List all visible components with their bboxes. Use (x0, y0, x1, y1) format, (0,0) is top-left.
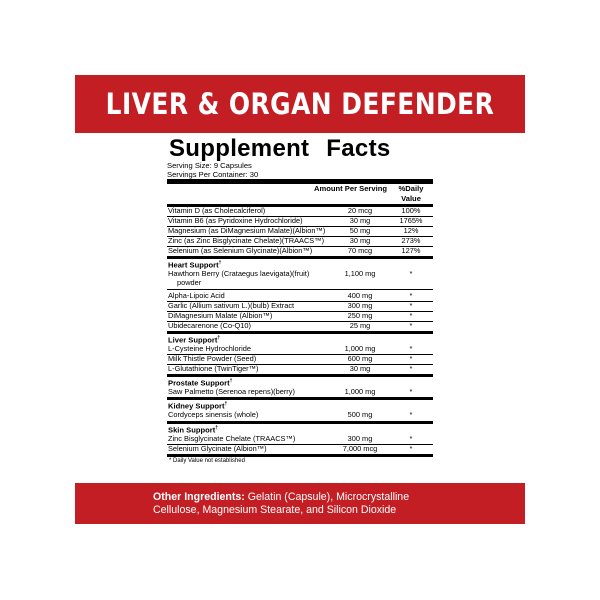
ingredient-amount: 250 mg (347, 310, 373, 320)
ingredient-row (167, 435, 433, 444)
ingredient-name: L-Glutathione (TwinTiger™) (168, 364, 259, 374)
ingredient-row (167, 388, 433, 397)
ingredient-dv: * (409, 269, 413, 279)
ingredient-amount: 25 mg (349, 320, 371, 330)
ingredient-dv: * (409, 354, 413, 364)
daily-value-footnote: * Daily Value not established (169, 458, 245, 465)
ingredient-dv: * (409, 320, 413, 330)
nutrient-amount: 20 mcg (347, 206, 373, 216)
other-ingredients-line1: Gelatin (Capsule), Microcrystalline (247, 490, 410, 503)
other-ingredients-text (75, 491, 409, 517)
ingredient-row (167, 311, 433, 321)
ingredient-name: DiMagnesium Malate (Albion™) (168, 310, 273, 320)
ingredient-name: Selenium Glycinate (Albion™) (168, 444, 267, 454)
nutrient-amount: 70 mcg (347, 246, 373, 256)
ingredient-row (167, 444, 433, 454)
ingredient-name: Alpha-Lipoic Acid (168, 290, 225, 300)
ingredient-row (167, 364, 433, 374)
ingredient-row (167, 411, 433, 420)
column-header (167, 184, 433, 204)
product-banner (75, 75, 525, 133)
facts-title: Supplement Facts (169, 135, 391, 162)
ingredient-dv: * (409, 433, 413, 443)
amount-column-label: Amount Per Serving (314, 184, 387, 194)
nutrient-dv: 1765% (399, 216, 423, 226)
nutrient-dv: 273% (401, 236, 421, 246)
ingredient-row (167, 289, 433, 301)
ingredient-dv: * (409, 300, 413, 310)
dv-column-label: %Daily Value (398, 184, 424, 204)
ingredient-row (167, 301, 433, 311)
ingredient-name-continued: powder (177, 277, 202, 287)
ingredient-amount: 300 mg (347, 300, 373, 310)
ingredient-row (167, 270, 433, 278)
serving-size: Serving Size: 9 Capsules (167, 161, 252, 170)
ingredient-dv: * (409, 386, 413, 396)
ingredient-name: Garlic (Allium sativum L.)(bulb) Extract (168, 300, 295, 310)
ingredient-row (167, 345, 433, 354)
ingredient-name: Saw Palmetto (Serenoa repens)(berry) (168, 386, 295, 396)
kidney-support-header: Kidney Support† (168, 401, 228, 411)
ingredient-amount: 400 mg (347, 290, 373, 300)
nutrient-amount: 50 mg (349, 226, 371, 236)
heart-support-header: Heart Support† (168, 260, 222, 270)
ingredient-name: Hawthorn Berry (Crataegus laevigata)(fruit) (168, 269, 310, 279)
ingredient-row (167, 354, 433, 364)
ingredient-row (167, 321, 433, 331)
ingredient-dv: * (409, 290, 413, 300)
nutrient-name: Selenium (as Selenium Glycinate)(Albion™) (168, 246, 313, 256)
ingredient-amount: 1,100 mg (344, 269, 376, 279)
ingredient-amount: 500 mg (347, 410, 373, 420)
ingredient-name: Milk Thistle Powder (Seed) (168, 354, 257, 364)
nutrient-row (167, 246, 433, 256)
ingredient-amount: 1,000 mg (344, 386, 376, 396)
ingredient-dv: * (409, 343, 413, 353)
prostate-support-header: Prostate Support† (168, 377, 233, 388)
ingredient-dv: * (409, 444, 413, 454)
nutrient-dv: 127% (401, 246, 421, 256)
product-title: LIVER & ORGAN DEFENDER (105, 87, 495, 121)
ingredient-name: L-Cysteine Hydrochloride (168, 343, 251, 353)
ingredient-amount: 300 mg (347, 433, 373, 443)
ingredient-amount: 30 mg (349, 364, 371, 374)
ingredient-name: Ubidecarenone (Co-Q10) (168, 320, 251, 330)
skin-support-header: Skin Support† (168, 424, 219, 435)
ingredient-dv: * (409, 410, 413, 420)
nutrient-dv: 12% (403, 226, 419, 236)
ingredient-dv: * (409, 310, 413, 320)
nutrient-dv: 100% (401, 206, 421, 216)
ingredient-row-continued (167, 279, 433, 289)
nutrient-row (167, 207, 433, 216)
other-ingredients-bar (75, 483, 525, 524)
servings-per-container: Servings Per Container: 30 (167, 169, 259, 179)
ingredient-amount: 600 mg (347, 354, 373, 364)
nutrient-name: Vitamin D (as Cholecalciferol) (168, 206, 266, 216)
ingredient-name: Cordyceps sinensis (whole) (168, 410, 259, 420)
nutrient-row (167, 226, 433, 236)
nutrient-name: Magnesium (as DiMagnesium Malate)(Albion™) (168, 226, 326, 236)
nutrient-amount: 30 mg (349, 216, 371, 226)
nutrient-name: Zinc (as Zinc Bisglycinate Chelate)(TRAACS™) (168, 236, 325, 246)
other-ingredients-label: Other Ingredients: (153, 490, 245, 503)
nutrient-name: Vitamin B6 (as Pyridoxine Hydrochloride) (168, 216, 303, 226)
ingredient-dv: * (409, 364, 413, 374)
other-ingredients-line2: Cellulose, Magnesium Stearate, and Silicon Dioxide (153, 503, 397, 516)
ingredient-amount: 1,000 mg (344, 343, 376, 353)
ingredient-amount: 7,000 mcg (342, 444, 378, 454)
nutrient-row (167, 216, 433, 226)
nutrient-amount: 30 mg (349, 236, 371, 246)
supplement-facts-panel (167, 136, 433, 465)
liver-support-header: Liver Support† (168, 334, 221, 345)
ingredient-name: Zinc Bisglycinate Chelate (TRAACS™) (168, 433, 296, 443)
nutrient-row (167, 236, 433, 246)
